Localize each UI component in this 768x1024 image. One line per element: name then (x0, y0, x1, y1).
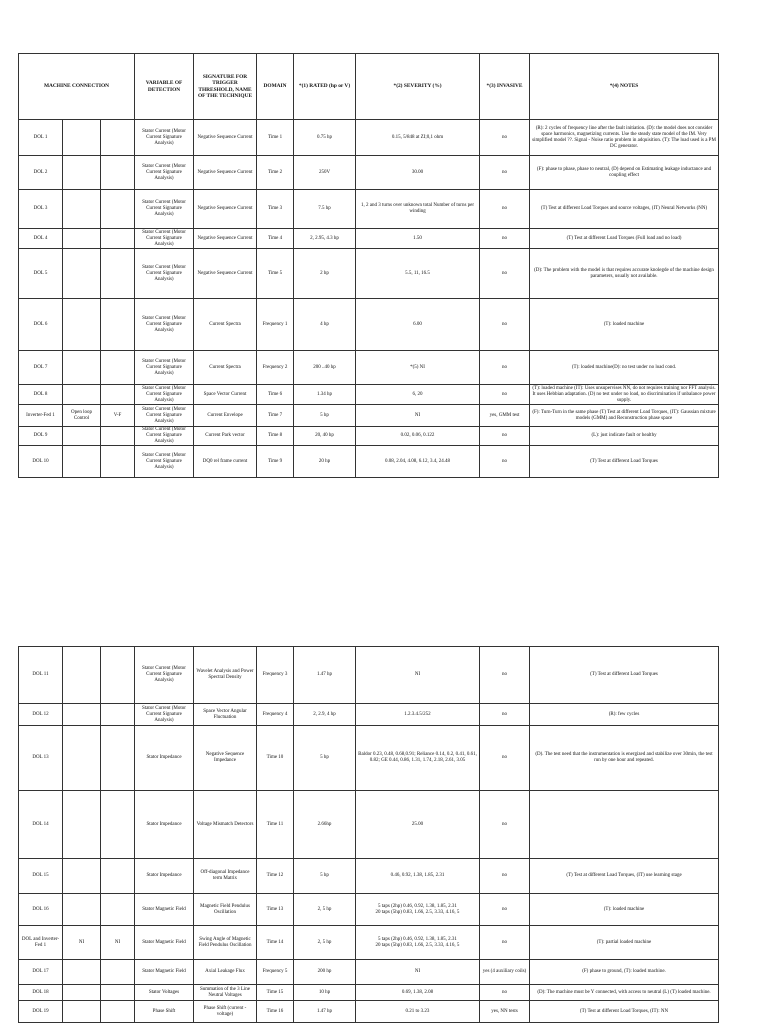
table-row (19, 791, 719, 859)
connection-control-cell (63, 1001, 101, 1023)
notes-cell: (T) Test at different Load Torques (530, 647, 719, 704)
connection-control-cell (63, 647, 101, 704)
header-rated: *(1) RATED (hp or V) (294, 54, 356, 120)
table-row (19, 926, 719, 960)
notes-cell: (T) Test at different Load Torques, (IT): NN (530, 1001, 719, 1023)
domain-cell: Time 7 (257, 405, 294, 427)
table-row (19, 156, 719, 190)
invasive-cell: no (480, 249, 530, 299)
machine-connection-cell: DOL and Inverter-Fed 1 (19, 926, 63, 960)
variable-of-detection-cell: Stator Current (Motor Current Signature Analysis) (135, 385, 194, 405)
notes-cell: (T) Test at different Load Torques (Full load and no load) (530, 229, 719, 249)
table-row (19, 405, 719, 427)
machine-connection-cell: DOL 16 (19, 894, 63, 926)
variable-of-detection-cell: Stator Current (Motor Current Signature Analysis) (135, 704, 194, 726)
notes-cell: (T): loaded machine(D): no test under no load cond. (530, 351, 719, 385)
severity-cell: 0.15, 5/848 at ZI;0,1 ohm (356, 120, 480, 156)
severity-cell: 0.02, 0.06, 0.122 (356, 427, 480, 446)
domain-cell: Time 9 (257, 446, 294, 478)
severity-cell: NI (356, 960, 480, 985)
invasive-cell: no (480, 791, 530, 859)
connection-mode-cell (101, 351, 135, 385)
variable-of-detection-cell: Stator Current (Motor Current Signature Analysis) (135, 405, 194, 427)
connection-control-cell: NI (63, 926, 101, 960)
machine-connection-cell: DOL 19 (19, 1001, 63, 1023)
machine-connection-cell: DOL 4 (19, 229, 63, 249)
machine-connection-cell: DOL 5 (19, 249, 63, 299)
header-invasive: *(3) INVASIVE (480, 54, 530, 120)
invasive-cell: no (480, 299, 530, 351)
rated-cell: 7.5 hp (294, 190, 356, 229)
domain-cell: Time 4 (257, 229, 294, 249)
severity-cell: NI (356, 405, 480, 427)
invasive-cell: yes, GMM test (480, 405, 530, 427)
signature-cell: Negative Sequence Impedance (194, 726, 257, 791)
connection-mode-cell (101, 894, 135, 926)
table-row (19, 120, 719, 156)
table-row (19, 647, 719, 704)
severity-cell: 0.46, 0.92, 1.38, 1.85, 2.31 (356, 859, 480, 894)
connection-mode-cell (101, 859, 135, 894)
machine-connection-cell: DOL 6 (19, 299, 63, 351)
domain-cell: Time 12 (257, 859, 294, 894)
connection-mode-cell (101, 120, 135, 156)
table-row (19, 859, 719, 894)
severity-cell: *(5) NI (356, 351, 480, 385)
rated-cell: 20, 40 hp (294, 427, 356, 446)
machine-connection-cell: DOL 15 (19, 859, 63, 894)
rated-cell: 5 hp (294, 726, 356, 791)
invasive-cell: no (480, 427, 530, 446)
machine-connection-cell: DOL 10 (19, 446, 63, 478)
invasive-cell: yes (4 auxiliary coils) (480, 960, 530, 985)
machine-connection-cell: DOL 17 (19, 960, 63, 985)
table-row (19, 299, 719, 351)
severity-cell: 1.50 (356, 229, 480, 249)
connection-control-cell: Open loop Control (63, 405, 101, 427)
notes-cell: (R): 2 cycles of frequency line after the fault initiation. (D): the model does not consider space harmonics, magnetizing currents. Use the steady state model of the IM. Very simplified model ??. Signal - Noise ratio problem in adquisition. (T): The load used is a PM DC generator. (530, 120, 719, 156)
signature-cell: Current Spectra (194, 351, 257, 385)
invasive-cell: no (480, 190, 530, 229)
notes-cell: (F): Turn-Turn in the same phase (T) Test at different Load Torques, (IT): Gaussian mixture models (GMM) and Reconstruction phase space (530, 405, 719, 427)
variable-of-detection-cell: Stator Current (Motor Current Signature Analysis) (135, 351, 194, 385)
machine-connection-cell: Inverter-Fed 1 (19, 405, 63, 427)
signature-cell: Space Vector Angular Fluctuation (194, 704, 257, 726)
signature-cell: Negative Sequence Current (194, 190, 257, 229)
domain-cell: Frequency 4 (257, 704, 294, 726)
header-domain: DOMAIN (257, 54, 294, 120)
header-machine-connection: MACHINE CONNECTION (19, 54, 135, 120)
table-row (19, 249, 719, 299)
rated-cell: 10 hp (294, 985, 356, 1001)
rated-cell: 2, 2.95, 4.3 hp (294, 229, 356, 249)
notes-cell: (T): loaded machine (530, 894, 719, 926)
connection-mode-cell (101, 229, 135, 249)
machine-connection-cell: DOL 18 (19, 985, 63, 1001)
notes-cell: (D): The machine must be Y connected, with access to neutral (L) (T) loaded machine. (530, 985, 719, 1001)
machine-connection-cell: DOL 3 (19, 190, 63, 229)
signature-cell: Phase Shift (current - voltage) (194, 1001, 257, 1023)
rated-cell: 1.47 hp (294, 647, 356, 704)
domain-cell: Time 5 (257, 249, 294, 299)
connection-control-cell (63, 791, 101, 859)
connection-mode-cell (101, 960, 135, 985)
severity-cell: Baldor 0.23, 0.48, 0.68,0.91; Reliance 0.14, 0.2, 0.41, 0.61, 0.82; GE 0.44, 0.86, 1.31, 1.74, 2.18, 2.61, 3.05 (356, 726, 480, 791)
notes-cell: (L): just indicate fault or healthy (530, 427, 719, 446)
invasive-cell: no (480, 894, 530, 926)
rated-cell: 5 hp (294, 859, 356, 894)
table-row (19, 427, 719, 446)
notes-cell: (T) Test at different Load Torques and source voltages, (IT) Neural Networks (NN) (530, 190, 719, 229)
variable-of-detection-cell: Phase Shift (135, 1001, 194, 1023)
table-row (19, 446, 719, 478)
domain-cell: Time 11 (257, 791, 294, 859)
domain-cell: Frequency 3 (257, 647, 294, 704)
invasive-cell: yes, NN tests (480, 1001, 530, 1023)
signature-cell: Summation of the 3 Line Neutral Voltages (194, 985, 257, 1001)
variable-of-detection-cell: Stator Current (Motor Current Signature Analysis) (135, 446, 194, 478)
domain-cell: Frequency 2 (257, 351, 294, 385)
invasive-cell: no (480, 647, 530, 704)
severity-cell: 6.00 (356, 299, 480, 351)
severity-cell: 6, 20 (356, 385, 480, 405)
notes-cell: (R): few cycles (530, 704, 719, 726)
rated-cell: 200 hp (294, 960, 356, 985)
notes-cell: (D). The test need that the instrumentation is energized and stabilize over 30min, the test run by one hour and repeated. (530, 726, 719, 791)
fault-detection-table-page-1 (18, 53, 719, 478)
variable-of-detection-cell: Stator Current (Motor Current Signature Analysis) (135, 249, 194, 299)
connection-control-cell (63, 726, 101, 791)
machine-connection-cell: DOL 11 (19, 647, 63, 704)
severity-cell: 30.00 (356, 156, 480, 190)
variable-of-detection-cell: Stator Voltages (135, 985, 194, 1001)
table-row (19, 385, 719, 405)
connection-control-cell (63, 385, 101, 405)
rated-cell: 200 ..40 hp (294, 351, 356, 385)
connection-mode-cell: NI (101, 926, 135, 960)
rated-cell: 4 hp (294, 299, 356, 351)
table-row (19, 960, 719, 985)
rated-cell: 1.34 hp (294, 385, 356, 405)
domain-cell: Time 8 (257, 427, 294, 446)
invasive-cell: no (480, 704, 530, 726)
notes-cell: (F): phase to phase, phase to neutral, (D) depend on Estimating leakage inductance and coupling effect (530, 156, 719, 190)
connection-control-cell (63, 446, 101, 478)
severity-cell: 5 taps (2hp) 0.46, 0.92, 1.38, 1.85, 2.31 20 taps (5hp) 0.83, 1.66, 2.5, 3.33, 4.16, 5 (356, 926, 480, 960)
rated-cell: 2, 5 hp (294, 894, 356, 926)
table-row (19, 894, 719, 926)
signature-cell: Current Envelope (194, 405, 257, 427)
connection-control-cell (63, 894, 101, 926)
connection-mode-cell (101, 427, 135, 446)
variable-of-detection-cell: Stator Current (Motor Current Signature Analysis) (135, 229, 194, 249)
severity-cell: 0.08, 2.04, 4.08, 6.12, 3.4, 24.48 (356, 446, 480, 478)
machine-connection-cell: DOL 12 (19, 704, 63, 726)
signature-cell: Off-diagonal Impedance term Matrix (194, 859, 257, 894)
machine-connection-cell: DOL 14 (19, 791, 63, 859)
invasive-cell: no (480, 351, 530, 385)
invasive-cell: no (480, 385, 530, 405)
variable-of-detection-cell: Stator Impedance (135, 726, 194, 791)
signature-cell: Space Vector Current (194, 385, 257, 405)
rated-cell: 2, 2.9, 4 hp (294, 704, 356, 726)
signature-cell: Negative Sequence Current (194, 229, 257, 249)
connection-mode-cell (101, 446, 135, 478)
connection-control-cell (63, 704, 101, 726)
signature-cell: Swing Angle of Magnetic Field Pendulus Oscillation (194, 926, 257, 960)
connection-control-cell (63, 960, 101, 985)
machine-connection-cell: DOL 7 (19, 351, 63, 385)
domain-cell: Time 2 (257, 156, 294, 190)
invasive-cell: no (480, 156, 530, 190)
table-row (19, 985, 719, 1001)
severity-cell: 25.00 (356, 791, 480, 859)
severity-cell: 5 taps (2hp) 0.46, 0.92, 1.38, 1.85, 2.31 20 taps (5hp) 0.83, 1.66, 2.5, 3.33, 4.16, 5 (356, 894, 480, 926)
variable-of-detection-cell: Stator Impedance (135, 859, 194, 894)
connection-mode-cell (101, 985, 135, 1001)
domain-cell: Time 15 (257, 985, 294, 1001)
connection-mode-cell (101, 385, 135, 405)
header-variable-of-detection: VARIABLE OF DETECTION (135, 54, 194, 120)
rated-cell: 2.66hp (294, 791, 356, 859)
machine-connection-cell: DOL 8 (19, 385, 63, 405)
connection-control-cell (63, 427, 101, 446)
notes-cell: (T): loaded machine (530, 299, 719, 351)
invasive-cell: no (480, 120, 530, 156)
signature-cell: Wavelet Analysis and Power Spectral Density (194, 647, 257, 704)
variable-of-detection-cell: Stator Current (Motor Current Signature Analysis) (135, 427, 194, 446)
domain-cell: Time 1 (257, 120, 294, 156)
header-signature: SIGNATURE FOR TRIGGER THRESHOLD, NAME OF THE TECHNIQUE (194, 54, 257, 120)
severity-cell: 0.69, 1.38, 2.08 (356, 985, 480, 1001)
connection-mode-cell (101, 726, 135, 791)
severity-cell: 1, 2 and 3 turns over unknown total Number of turns per winding (356, 190, 480, 229)
connection-mode-cell (101, 190, 135, 229)
severity-cell: NI (356, 647, 480, 704)
domain-cell: Time 3 (257, 190, 294, 229)
connection-control-cell (63, 156, 101, 190)
variable-of-detection-cell: Stator Current (Motor Current Signature Analysis) (135, 190, 194, 229)
variable-of-detection-cell: Stator Magnetic Field (135, 926, 194, 960)
connection-mode-cell (101, 647, 135, 704)
header-notes: *(4) NOTES (530, 54, 719, 120)
rated-cell: 0.75 hp (294, 120, 356, 156)
variable-of-detection-cell: Stator Current (Motor Current Signature Analysis) (135, 156, 194, 190)
header-severity: *(2) SEVERITY (%) (356, 54, 480, 120)
notes-cell: (F) phase to ground, (T): loaded machine. (530, 960, 719, 985)
domain-cell: Time 16 (257, 1001, 294, 1023)
variable-of-detection-cell: Stator Magnetic Field (135, 894, 194, 926)
rated-cell: 20 hp (294, 446, 356, 478)
domain-cell: Time 13 (257, 894, 294, 926)
variable-of-detection-cell: Stator Current (Motor Current Signature Analysis) (135, 120, 194, 156)
machine-connection-cell: DOL 13 (19, 726, 63, 791)
connection-mode-cell (101, 791, 135, 859)
connection-mode-cell (101, 1001, 135, 1023)
notes-cell: (D): The problem with the model is that requires accurate knolegde of the machine design parameters, usually not available. (530, 249, 719, 299)
rated-cell: 2, 5 hp (294, 926, 356, 960)
signature-cell: Magnetic Field Pendulus Oscillation (194, 894, 257, 926)
machine-connection-cell: DOL 1 (19, 120, 63, 156)
connection-control-cell (63, 229, 101, 249)
severity-cell: 0.21 to 3.23 (356, 1001, 480, 1023)
table-row (19, 229, 719, 249)
notes-cell: (T): loaded machine (IT): Uses unsupervises NN, do not requires training nor FFT analysis. It uses Hebbian adaptation. (D) no test under no load, no discrimination if unbalance power supply. (530, 385, 719, 405)
machine-connection-cell: DOL 9 (19, 427, 63, 446)
signature-cell: Voltage Mismatch Detectors (194, 791, 257, 859)
invasive-cell: no (480, 859, 530, 894)
variable-of-detection-cell: Stator Current (Motor Current Signature Analysis) (135, 647, 194, 704)
notes-cell: (T) Test at different Load Torques, (IT) use learning stage (530, 859, 719, 894)
table-row (19, 726, 719, 791)
domain-cell: Time 6 (257, 385, 294, 405)
connection-mode-cell (101, 249, 135, 299)
signature-cell: DQ0 rel frame current (194, 446, 257, 478)
connection-mode-cell (101, 704, 135, 726)
fault-detection-table-page-2 (18, 646, 719, 1023)
connection-control-cell (63, 120, 101, 156)
notes-cell: (T): partial loaded machine (530, 926, 719, 960)
severity-cell: 5.5, 11, 16.5 (356, 249, 480, 299)
invasive-cell: no (480, 446, 530, 478)
notes-cell (530, 791, 719, 859)
domain-cell: Time 10 (257, 726, 294, 791)
connection-mode-cell: V-F (101, 405, 135, 427)
signature-cell: Negative Sequence Current (194, 156, 257, 190)
invasive-cell: no (480, 926, 530, 960)
signature-cell: Negative Sequence Current (194, 249, 257, 299)
signature-cell: Current Park vector (194, 427, 257, 446)
connection-control-cell (63, 299, 101, 351)
variable-of-detection-cell: Stator Magnetic Field (135, 960, 194, 985)
domain-cell: Time 14 (257, 926, 294, 960)
table-row (19, 351, 719, 385)
domain-cell: Frequency 5 (257, 960, 294, 985)
variable-of-detection-cell: Stator Impedance (135, 791, 194, 859)
connection-control-cell (63, 985, 101, 1001)
table-row (19, 1001, 719, 1023)
rated-cell: 250V (294, 156, 356, 190)
rated-cell: 2 hp (294, 249, 356, 299)
rated-cell: 5 hp (294, 405, 356, 427)
severity-cell: 1.2.3.4.5/252 (356, 704, 480, 726)
connection-control-cell (63, 351, 101, 385)
signature-cell: Current Spectra (194, 299, 257, 351)
signature-cell: Negative Sequence Current (194, 120, 257, 156)
table-row (19, 190, 719, 229)
connection-mode-cell (101, 156, 135, 190)
table-row (19, 704, 719, 726)
invasive-cell: no (480, 726, 530, 791)
signature-cell: Axial Leakage Flux (194, 960, 257, 985)
rated-cell: 1.47 hp (294, 1001, 356, 1023)
machine-connection-cell: DOL 2 (19, 156, 63, 190)
connection-control-cell (63, 249, 101, 299)
connection-mode-cell (101, 299, 135, 351)
domain-cell: Frequency 1 (257, 299, 294, 351)
invasive-cell: no (480, 985, 530, 1001)
invasive-cell: no (480, 229, 530, 249)
notes-cell: (T) Test at different Load Torques (530, 446, 719, 478)
connection-control-cell (63, 190, 101, 229)
connection-control-cell (63, 859, 101, 894)
variable-of-detection-cell: Stator Current (Motor Current Signature Analysis) (135, 299, 194, 351)
